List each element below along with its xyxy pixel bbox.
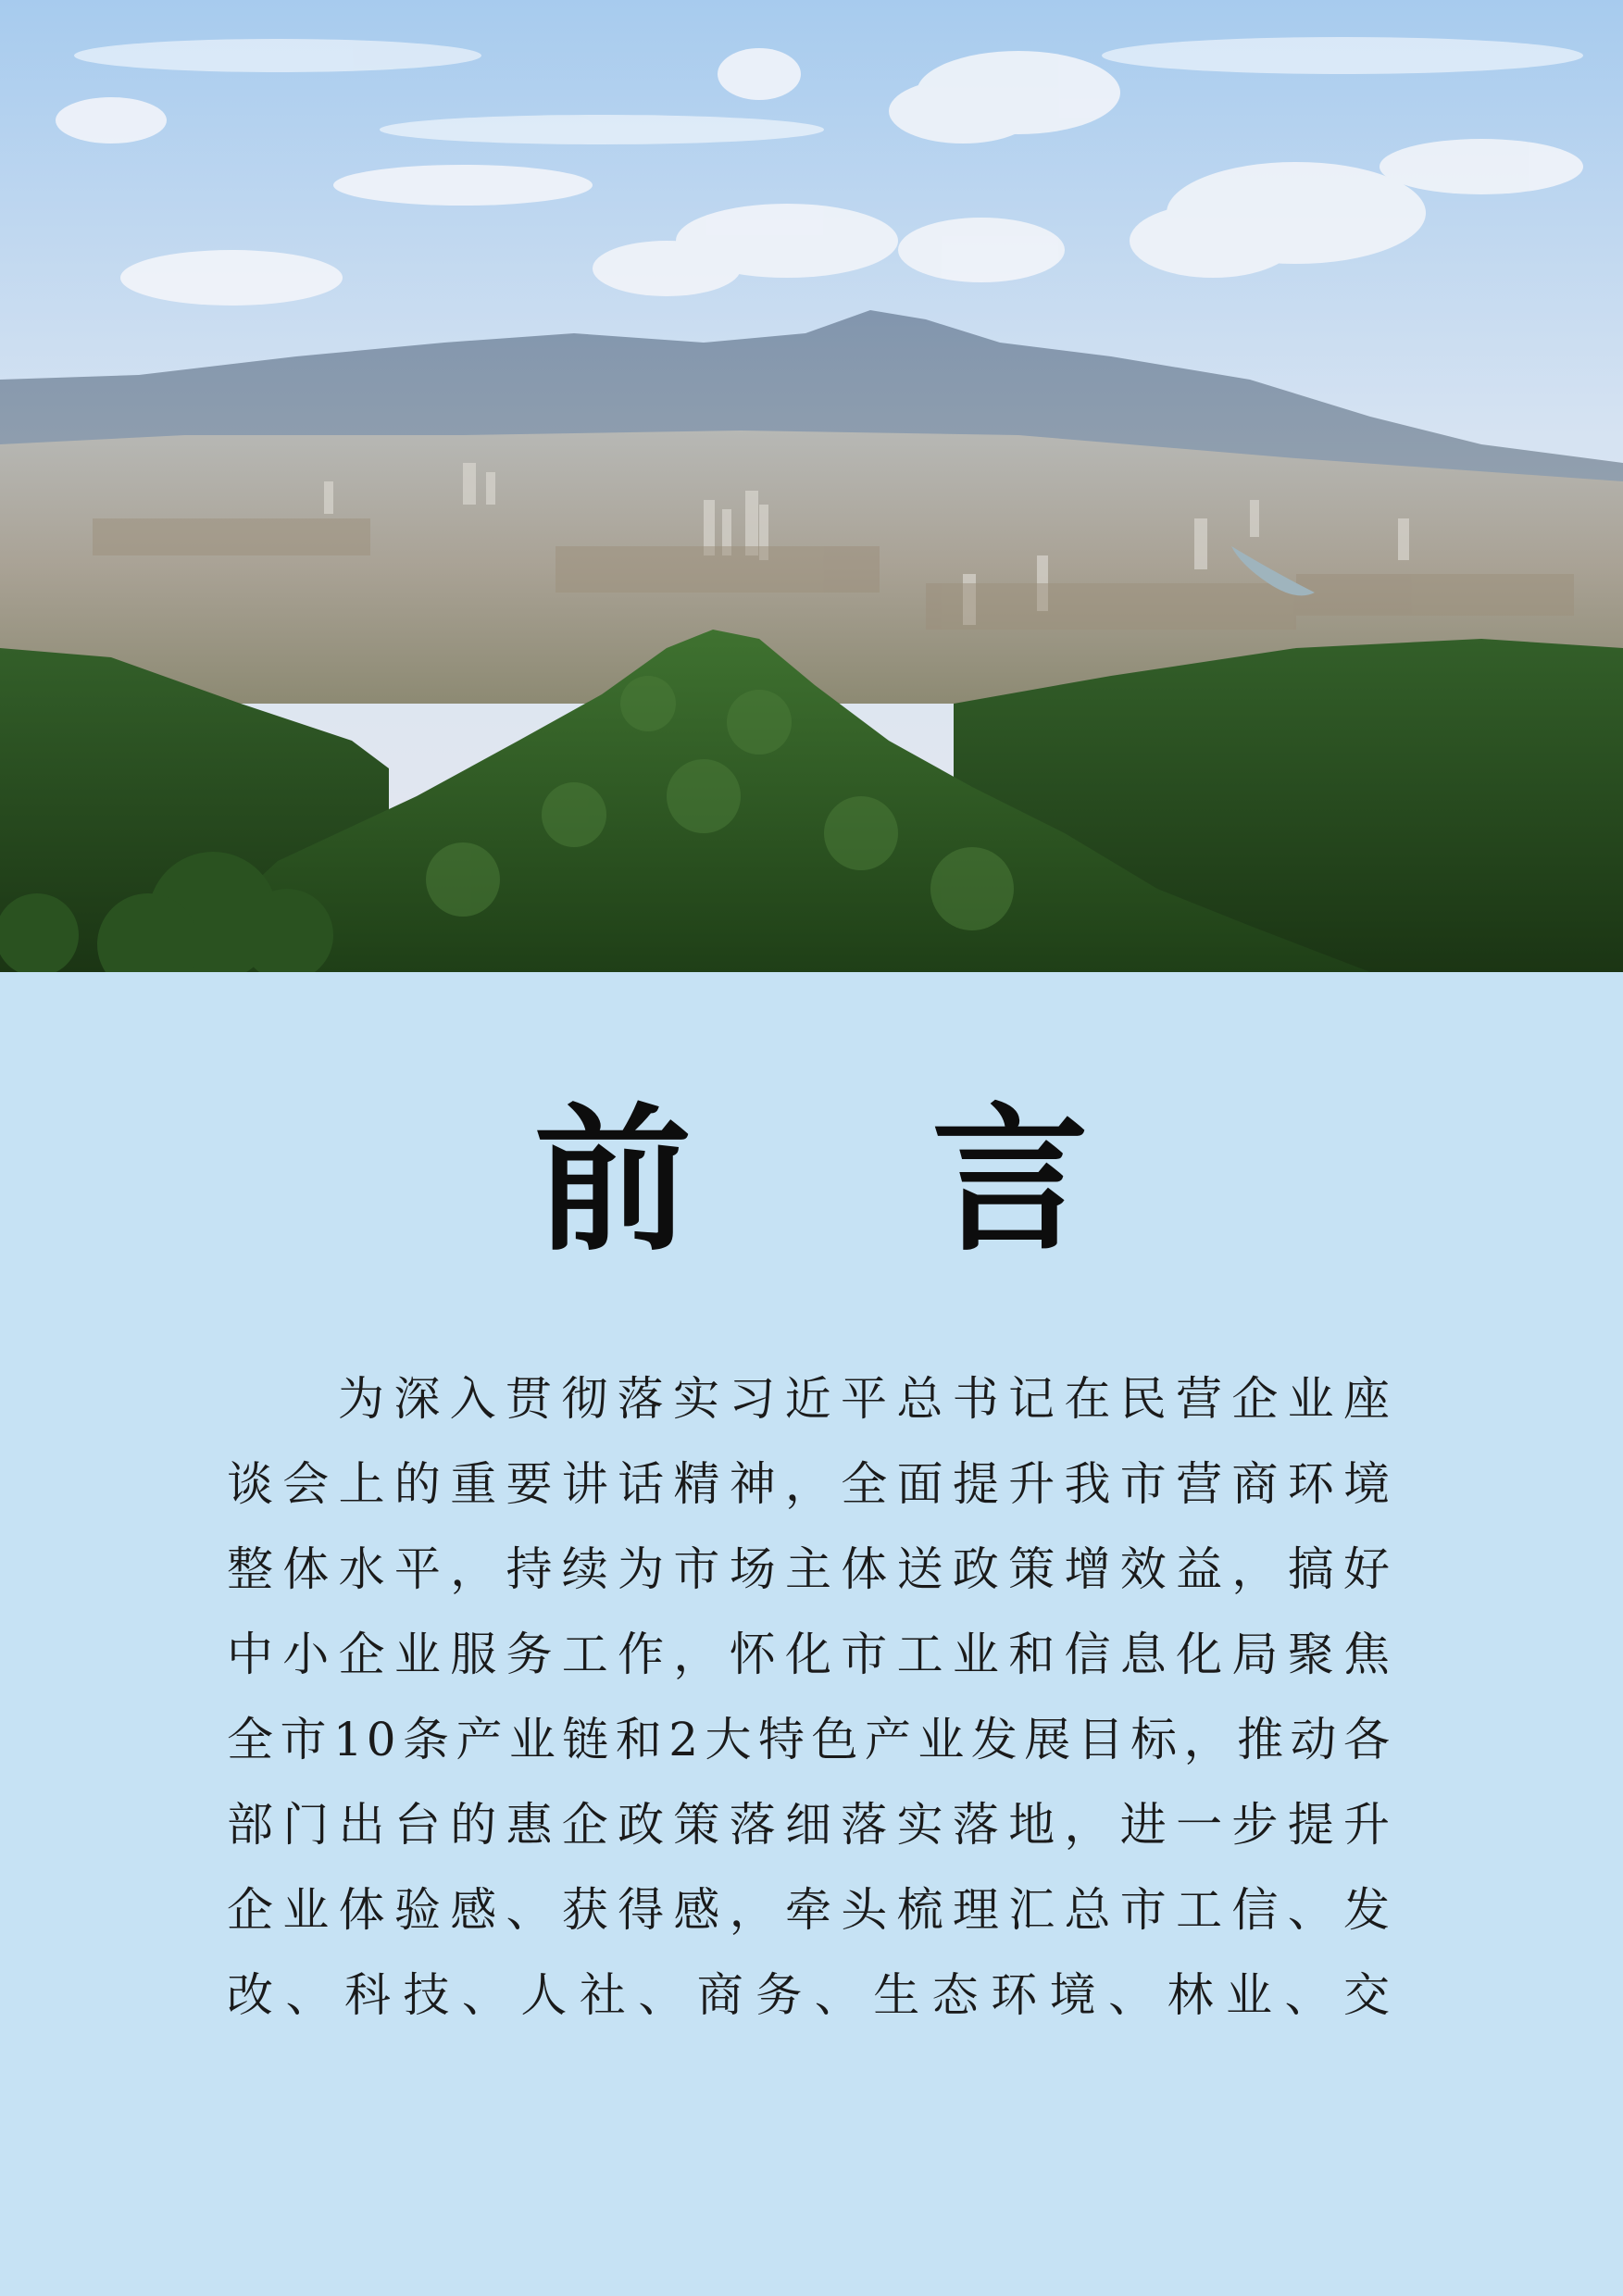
body-line: 为深入贯彻落实习近平总书记在民营企业座 <box>338 1372 1393 1426</box>
page-title: 前 言 <box>533 1088 1182 1273</box>
body-line: 谈会上的重要讲话精神，全面提升我市营商环境 <box>227 1457 1393 1511</box>
body-line: 改、科技、人社、商务、生态环境、林业、交 <box>227 1968 1393 2022</box>
body-line: 部门出台的惠企政策落细落实落地，进一步提升 <box>227 1798 1393 1852</box>
mountain-city-panorama-image <box>0 0 1623 972</box>
body-line: 中小企业服务工作，怀化市工业和信息化局聚焦 <box>227 1628 1393 1681</box>
preface-body <box>227 1356 1393 2038</box>
body-line: 全市10条产业链和2大特色产业发展目标，推动各 <box>227 1713 1393 1766</box>
body-line: 整体水平，持续为市场主体送政策增效益，搞好 <box>227 1542 1393 1596</box>
body-line: 企业体验感、获得感，牵头梳理汇总市工信、发 <box>227 1883 1393 1937</box>
landscape-photo <box>0 0 1623 972</box>
